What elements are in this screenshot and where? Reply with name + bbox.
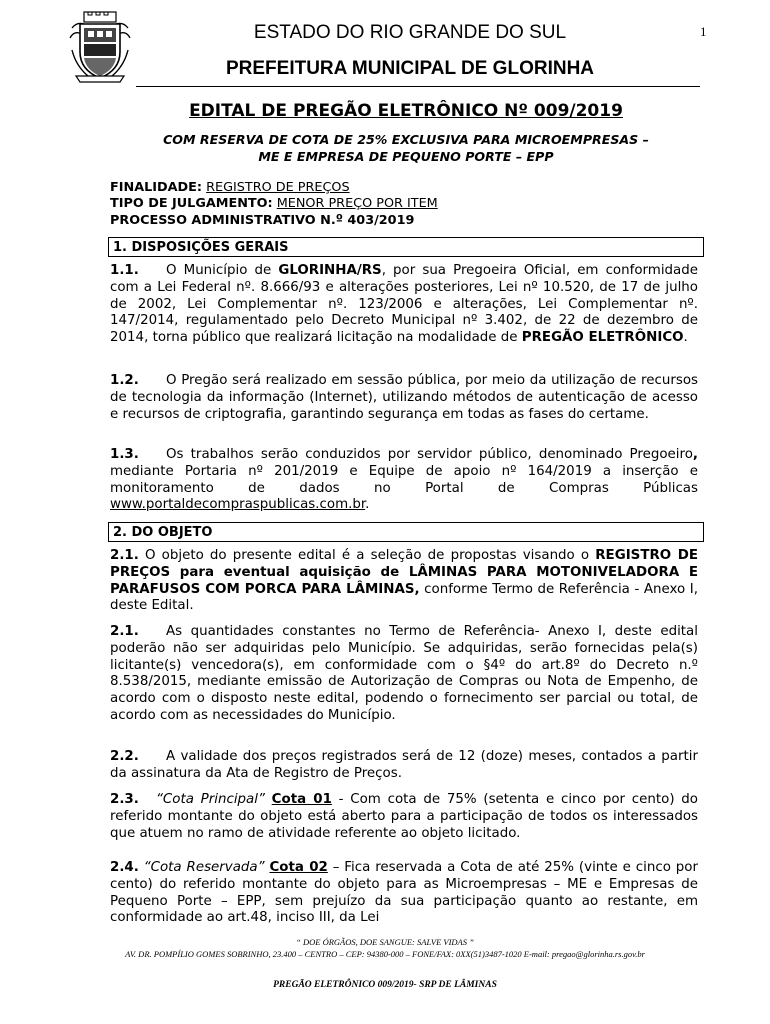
footer-address: AV. DR. POMPÍLIO GOMES SOBRINHO, 23.400 – CENTRO – CEP: 94380-000 – FONE/FAX: 0XX(51)3487-1020 E-mail: pregao@glorinha.rs.gov.br [125,949,645,959]
paragraph-2-1b: 2.1. As quantidades constantes no Termo de Referência- Anexo I, deste edital poderão não ser adquiridas pelo Município. Se adquiridas, serão fornecidas pela(s) licitante(s) vencedora(s), em conformidade com o §4º do art.8º do Decreto n.º 8.538/2015, mediante emissão de Autorização de Compras ou Nota de Empenho, de acordo com o disposto neste edital, podendo o fornecimento ser parcial ou total, de acordo com as necessidades do Município. [110,624,698,723]
paragraph-number: 2.1. [110,624,139,639]
document-subtitle [108,131,704,165]
finalidade-label: FINALIDADE: [110,180,203,195]
paragraph-number: 2.1. [110,548,139,563]
section-heading-objeto: 2. DO OBJETO [108,522,704,542]
footer-document-id: PREGÃO ELETRÔNICO 009/2019- SRP DE LÂMINAS [273,980,497,990]
state-name: ESTADO DO RIO GRANDE DO SUL [253,22,567,43]
paragraph-number: 2.3. [110,792,139,807]
finalidade-value: REGISTRO DE PREÇOS [206,180,350,195]
processo-row [110,213,706,229]
paragraph-1-1: 1.1. O Município de GLORINHA/RS, por sua Pregoeira Oficial, em conformidade com a Lei Federal nº. 8.666/93 e alterações posteriores, Lei nº 10.520, de 17 de julho de 2002, Lei Complementar nº. 123/2006 e alterações, Lei Complementar nº. 147/2014, regulamentado pelo Decreto Municipal nº 3.402, de 22 de dezembro de 2014, torna público que realizará licitação na modalidade de PREGÃO ELETRÔNICO. [110,263,699,346]
page-number: 1 [700,24,707,39]
header-divider [136,86,700,87]
document-title: EDITAL DE PREGÃO ELETRÔNICO Nº 009/2019 [189,101,623,121]
paragraph-2-3: 2.3. “Cota Principal” Cota 01 - Com cota de 75% (setenta e cinco por cento) do referido montante do objeto está aberto para a participação de todos os interessados que atuem no ramo de atividade referente ao objeto licitado. [110,792,698,841]
paragraph-2-2: 2.2. A validade dos preços registrados será de 12 (doze) meses, contados a partir da assinatura da Ata de Registro de Preços. [110,749,698,781]
paragraph-1-3: 1.3. Os trabalhos serão conduzidos por servidor público, denominado Pregoeiro, mediante Portaria nº 201/2019 e Equipe de apoio nº 164/2019 a inserção e monitoramento de dados no Portal de Compras Públicas www.portaldecompraspublicas.com.br. [110,447,698,513]
processo-text: PROCESSO ADMINISTRATIVO N.º 403/2019 [110,212,415,228]
paragraph-number: 1.1. [110,263,139,278]
paragraph-number: 2.2. [110,749,139,764]
tipo-julgamento-label: TIPO DE JULGAMENTO: [110,196,273,212]
paragraph-2-4: 2.4. “Cota Reservada” Cota 02 – Fica reservada a Cota de até 25% (vinte e cinco por cento) do referido montante do objeto para as Microempresas – ME e Empresas de Pequeno Porte – EPP, sem prejuízo da sua participação quanto ao restante, em conformidade ao art.48, inciso III, da Lei [110,860,698,926]
subtitle-line-2: ME E EMPRESA DE PEQUENO PORTE – EPP [258,149,554,164]
portal-link[interactable]: www.portaldecompraspublicas.com.br [110,497,366,513]
finalidade-row [110,180,706,196]
footer-motto: “ DOE ÓRGÃOS, DOE SANGUE: SALVE VIDAS ” [296,937,474,947]
paragraph-number: 2.4. [110,860,139,875]
section-heading-disposicoes: 1. DISPOSIÇÕES GERAIS [108,237,704,257]
paragraph-1-2: 1.2. O Pregão será realizado em sessão pública, por meio da utilização de recursos de tecnologia da informação (Internet), utilizando métodos de autenticação de acesso e recursos de criptografia, garantindo segurança em todas as fases do certame. [110,373,698,422]
tipo-julgamento-row [110,196,706,212]
paragraph-number: 1.3. [110,447,139,462]
tipo-julgamento-value: MENOR PREÇO POR ITEM [276,196,438,212]
paragraph-number: 1.2. [110,373,139,388]
paragraph-2-1: 2.1. O objeto do presente edital é a seleção de propostas visando o REGISTRO DE PREÇOS para eventual aquisição de LÂMINAS PARA MOTONIVELADORA E PARAFUSOS COM PORCA PARA LÂMINAS, conforme Termo de Referência - Anexo I, deste Edital. [110,548,698,614]
document-meta [110,180,706,229]
municipality-name: PREFEITURA MUNICIPAL DE GLORINHA [225,58,595,79]
municipal-coat-of-arms-icon [68,10,132,84]
subtitle-line-1: COM RESERVA DE COTA DE 25% EXCLUSIVA PARA MICROEMPRESAS – [163,132,649,147]
